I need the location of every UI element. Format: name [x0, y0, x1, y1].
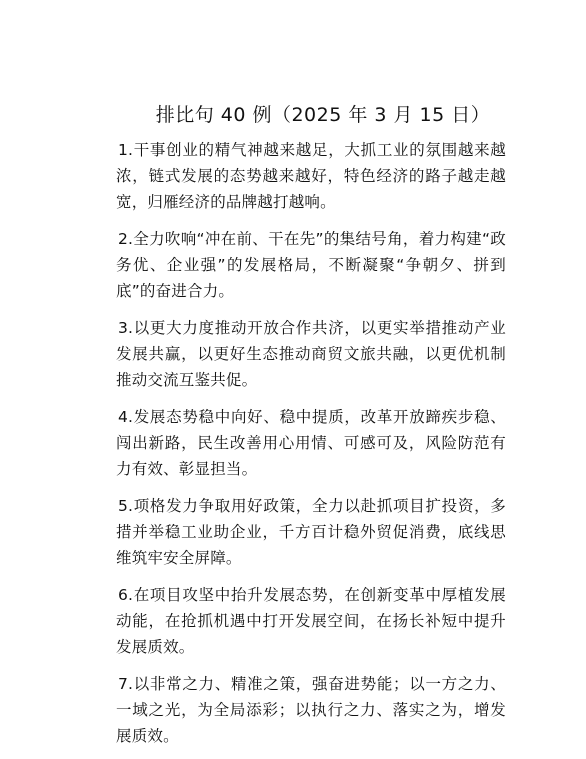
paragraph-5: 5.项格发力争取用好政策，全力以赴抓项目扩投资，多措并举稳工业助企业，千方百计稳外贸促消费，底线思维筑牢安全屏障。 [116, 497, 506, 567]
paragraph-6: 6.在项目攻坚中抬升发展态势，在创新变革中厚植发展动能，在抢抓机遇中打开发展空间，在扬长补短中提升发展质效。 [116, 586, 506, 656]
paragraph-1: 1.干事创业的精气神越来越足，大抓工业的氛围越来越浓，链式发展的态势越来越好，特色经济的路子越走越宽，归雁经济的品牌越打越响。 [116, 141, 506, 211]
document-title: 排比句 40 例（2025 年 3 月 15 日） [155, 104, 491, 126]
paragraph-2: 2.全力吹响“冲在前、干在先”的集结号角，着力构建“政务优、企业强”的发展格局，不断凝聚“争朝夕、拼到底”的奋进合力。 [116, 230, 506, 300]
paragraph-4: 4.发展态势稳中向好、稳中提质，改革开放蹄疾步稳、闯出新路，民生改善用心用情、可感可及，风险防范有力有效、彰显担当。 [116, 408, 506, 478]
paragraph-3: 3.以更大力度推动开放合作共济，以更实举措推动产业发展共赢，以更好生态推动商贸文旅共融，以更优机制推动交流互鉴共促。 [116, 319, 506, 389]
paragraph-7: 7.以非常之力、精准之策，强奋进势能；以一方之力、一域之光，为全局添彩；以执行之力、落实之为，增发展质效。 [116, 675, 506, 745]
